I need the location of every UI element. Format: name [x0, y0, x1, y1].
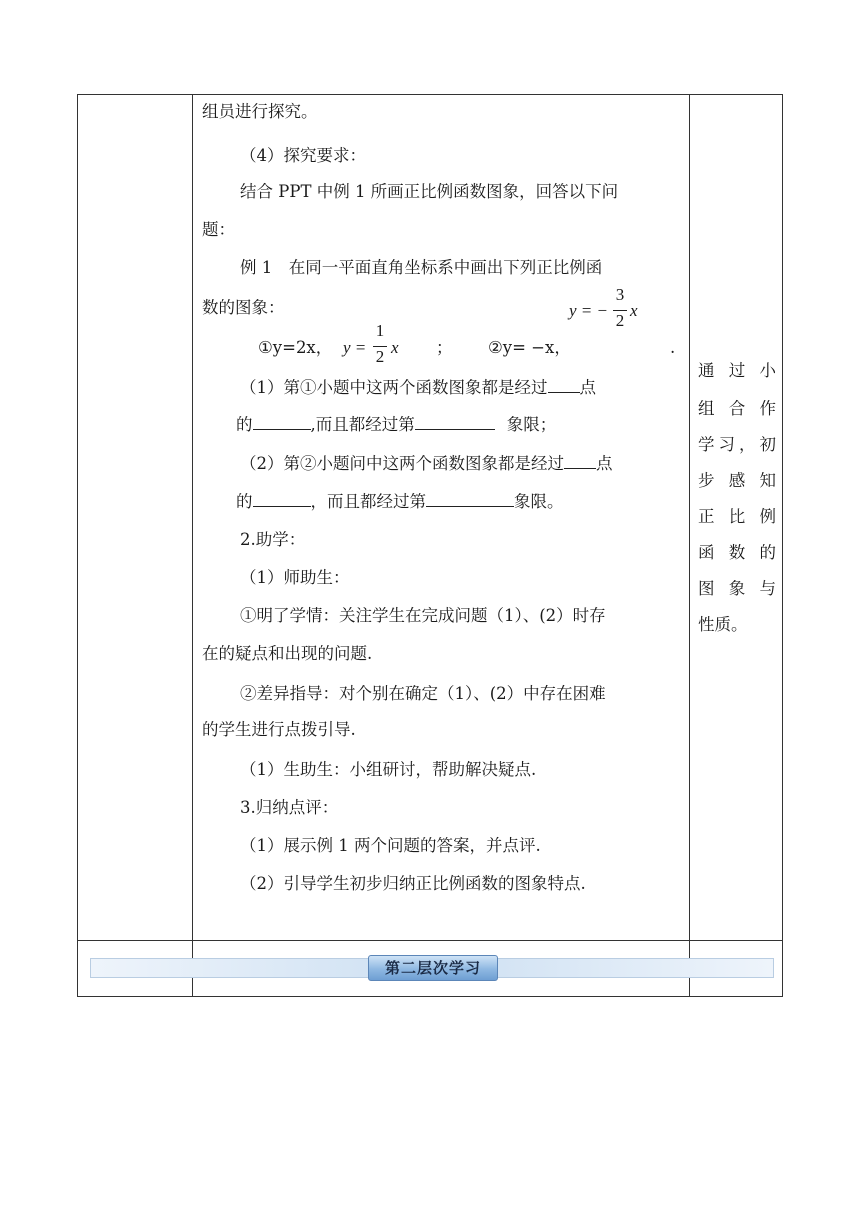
text-line: （1）师助生：	[240, 568, 350, 587]
table-top-border	[77, 94, 783, 95]
equation-lhs: y = −	[569, 301, 608, 320]
fraction-denominator: 2	[375, 347, 385, 366]
equation-item-3: ②y= −x，	[488, 338, 571, 357]
question-text: 象限。	[514, 492, 564, 511]
question-1-line-1	[240, 374, 596, 400]
side-note-line: 图象与	[698, 579, 776, 598]
question-text: 象限；	[506, 415, 557, 434]
text-line: 2.助学：	[240, 530, 306, 549]
table-left-border	[77, 94, 78, 997]
side-note-line: 通过小	[698, 361, 776, 380]
table-right-border	[782, 94, 783, 997]
section-banner-label: 第二层次学习	[368, 955, 498, 981]
question-text: 点	[579, 378, 596, 397]
text-line: 3.归纳点评：	[240, 798, 339, 817]
text-line: （1）生助生：小组研讨，帮助解决疑点.	[240, 760, 537, 779]
table-row-divider	[77, 940, 783, 941]
text-line: 例 1 在同一平面直角坐标系中画出下列正比例函	[240, 258, 603, 277]
equation-fraction	[613, 285, 627, 334]
text-line: 题：	[202, 220, 235, 239]
fill-blank[interactable]	[564, 450, 596, 469]
question-text: 的	[236, 415, 253, 434]
side-note-line: 学习，初	[698, 435, 776, 454]
fill-blank[interactable]	[253, 488, 311, 507]
text-line: ①明了学情：关注学生在完成问题（1）、(2）时存	[240, 606, 606, 625]
question-1-line-2	[236, 411, 556, 437]
equation-item-2-variable: x	[391, 338, 399, 357]
text-line: 组员进行探究。	[202, 102, 318, 121]
table-col-divider-1	[192, 94, 193, 997]
question-text: 的	[236, 492, 253, 511]
text-line: （4）探究要求：	[240, 146, 366, 165]
fraction-numerator: 3	[615, 285, 625, 304]
equation-item-1: ①y=2x，	[258, 338, 333, 357]
table-col-divider-2	[689, 94, 690, 997]
fill-blank[interactable]	[415, 411, 495, 430]
text-line: 结合 PPT 中例 1 所画正比例函数图象，回答以下问	[240, 182, 619, 201]
text-line: 的学生进行点拨引导.	[202, 720, 356, 739]
text-line: ②差异指导：对个别在确定（1）、(2）中存在困难	[240, 684, 606, 703]
table-bottom-border	[77, 996, 783, 997]
fill-blank[interactable]	[426, 488, 514, 507]
text-line: 在的疑点和出现的问题.	[202, 644, 373, 663]
question-text: （1）第①小题中这两个函数图象都是经过	[240, 378, 548, 397]
side-note-line: 正比例	[698, 507, 776, 526]
side-note-line: 函数的	[698, 543, 776, 562]
text-line: （1）展示例 1 两个问题的答案，并点评.	[240, 836, 541, 855]
equation-item-2-lhs: y =	[343, 338, 367, 357]
fraction-numerator: 1	[375, 321, 385, 340]
equation-item-2-fraction	[373, 321, 387, 370]
question-text: ,而且都经过第	[310, 415, 415, 434]
equation-variable: x	[630, 301, 638, 320]
fill-blank[interactable]	[253, 411, 311, 430]
side-note-line: 组合作	[698, 399, 776, 418]
equation-period: .	[670, 338, 676, 357]
fraction-denominator: 2	[615, 311, 625, 330]
fill-blank[interactable]	[548, 374, 580, 393]
text-line: 数的图象：	[202, 298, 285, 317]
side-note-line: 步感知	[698, 471, 776, 490]
question-text: ，而且都经过第	[310, 492, 426, 511]
text-line: （2）引导学生初步归纳正比例函数的图象特点.	[240, 874, 586, 893]
side-note-line: 性质。	[698, 615, 748, 634]
question-2-line-1	[240, 450, 613, 476]
question-text: （2）第②小题问中这两个函数图象都是经过	[240, 454, 564, 473]
question-2-line-2	[236, 488, 564, 514]
equation-semicolon: ；	[436, 338, 453, 357]
question-text: 点	[596, 454, 613, 473]
